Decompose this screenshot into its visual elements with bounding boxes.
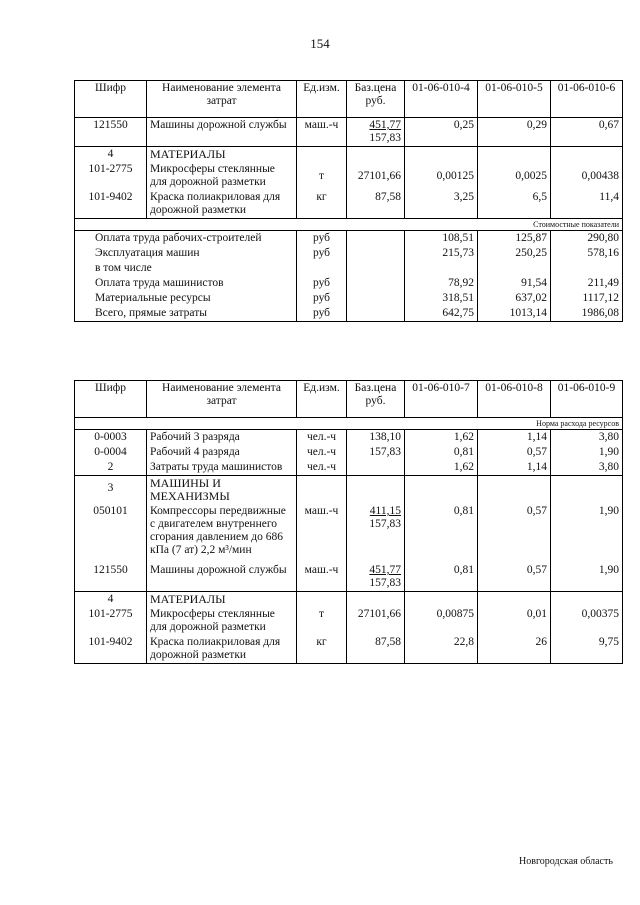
row-name: Краска полиакриловая для дорожной разметки <box>147 635 297 664</box>
row-code: 2 <box>75 460 147 476</box>
section-row <box>75 592 623 608</box>
row-unit: маш.-ч <box>297 558 347 592</box>
section-code: 4 <box>75 147 147 163</box>
row-value-2: 0,0025 <box>478 162 551 190</box>
cost-unit: руб <box>297 306 347 322</box>
row-value-1: 0,81 <box>405 445 478 460</box>
cost-value-3: 578,16 <box>551 246 623 261</box>
row-price-value: 411,15 <box>369 505 401 517</box>
section-title: МАТЕРИАЛЫ <box>147 592 297 608</box>
table-row <box>75 445 623 460</box>
cost-value-3: 290,80 <box>551 231 623 247</box>
norm-subheader-row <box>75 418 623 430</box>
cost-unit: руб <box>297 291 347 306</box>
cost-unit: руб <box>297 231 347 247</box>
cost-subheader: Стоимостные показатели <box>75 219 623 231</box>
cost-row <box>75 246 623 261</box>
table-row <box>75 190 623 219</box>
table-row <box>75 118 623 147</box>
row-unit: чел.-ч <box>297 430 347 446</box>
header-col-2: 01-06-010-8 <box>478 381 551 418</box>
row-value-1: 3,25 <box>405 190 478 219</box>
section-title: МАШИНЫ И МЕХАНИЗМЫ <box>147 476 297 505</box>
row-value-2: 0,01 <box>478 607 551 635</box>
header-col-1: 01-06-010-4 <box>405 81 478 118</box>
cost-row <box>75 261 623 276</box>
row-value-3: 1,90 <box>551 504 623 558</box>
header-unit: Ед.изм. <box>297 381 347 418</box>
resource-table-2 <box>74 380 623 664</box>
section-title: МАТЕРИАЛЫ <box>147 147 297 163</box>
row-value-3: 1,90 <box>551 558 623 592</box>
section-row <box>75 476 623 505</box>
cost-value-2: 637,02 <box>478 291 551 306</box>
row-code: 101-9402 <box>75 635 147 664</box>
cost-unit: руб <box>297 276 347 291</box>
row-value-1: 0,00875 <box>405 607 478 635</box>
row-code: 050101 <box>75 504 147 558</box>
row-value-2: 0,29 <box>478 118 551 147</box>
header-price: Баз.цена руб. <box>347 81 405 118</box>
row-value-1: 1,62 <box>405 430 478 446</box>
row-value-3: 11,4 <box>551 190 623 219</box>
row-unit: т <box>297 607 347 635</box>
row-value-3: 3,80 <box>551 460 623 476</box>
row-value-2: 6,5 <box>478 190 551 219</box>
cost-value-3: 1117,12 <box>551 291 623 306</box>
row-name: Машины дорожной службы <box>147 118 297 147</box>
cost-name: в том числе <box>75 261 297 276</box>
row-price: 87,58 <box>347 635 405 664</box>
row-code: 101-2775 <box>75 607 147 635</box>
row-value-3: 1,90 <box>551 445 623 460</box>
row-price-wage: 157,83 <box>369 132 401 144</box>
table-row <box>75 162 623 190</box>
row-value-1: 22,8 <box>405 635 478 664</box>
row-unit: т <box>297 162 347 190</box>
row-code: 0-0004 <box>75 445 147 460</box>
cost-name: Эксплуатация машин <box>75 246 297 261</box>
row-unit: чел.-ч <box>297 445 347 460</box>
row-value-3: 3,80 <box>551 430 623 446</box>
cost-value-1: 318,51 <box>405 291 478 306</box>
row-price-wage: 157,83 <box>369 518 401 530</box>
cost-value-1: 642,75 <box>405 306 478 322</box>
cost-row <box>75 276 623 291</box>
section-code: 4 <box>75 592 147 608</box>
cost-unit: руб <box>297 246 347 261</box>
row-price: 157,83 <box>347 445 405 460</box>
row-value-1: 0,81 <box>405 504 478 558</box>
row-value-2: 26 <box>478 635 551 664</box>
cost-name: Материальные ресурсы <box>75 291 297 306</box>
row-value-2: 0,57 <box>478 445 551 460</box>
row-name: Компрессоры передвижные с двигателем внутреннего сгорания давлением до 686 кПа (7 ат) 2,2 м³/мин <box>147 504 297 558</box>
table-header-row <box>75 381 623 418</box>
cost-name: Всего, прямые затраты <box>75 306 297 322</box>
row-name: Рабочий 4 разряда <box>147 445 297 460</box>
cost-value-2: 1013,14 <box>478 306 551 322</box>
cost-subheader-row <box>75 219 623 231</box>
row-price-wage: 157,83 <box>369 577 401 589</box>
row-code: 0-0003 <box>75 430 147 446</box>
cost-value-3: 1986,08 <box>551 306 623 322</box>
row-value-1: 0,81 <box>405 558 478 592</box>
row-unit: чел.-ч <box>297 460 347 476</box>
header-name: Наименование элемента затрат <box>147 81 297 118</box>
table-row <box>75 635 623 664</box>
cost-value-2: 125,87 <box>478 231 551 247</box>
cost-value-3: 211,49 <box>551 276 623 291</box>
header-name: Наименование элемента затрат <box>147 381 297 418</box>
row-name: Машины дорожной службы <box>147 558 297 592</box>
table-row <box>75 558 623 592</box>
row-code: 121550 <box>75 558 147 592</box>
cost-value-1: 215,73 <box>405 246 478 261</box>
norm-subheader: Норма расхода ресурсов <box>75 418 623 430</box>
cost-name: Оплата труда рабочих-строителей <box>75 231 297 247</box>
row-value-3: 0,00375 <box>551 607 623 635</box>
table-header-row <box>75 81 623 118</box>
row-name: Рабочий 3 разряда <box>147 430 297 446</box>
row-unit: маш.-ч <box>297 504 347 558</box>
cost-value-1: 108,51 <box>405 231 478 247</box>
footer-region: Новгородская область <box>519 856 613 867</box>
header-col-1: 01-06-010-7 <box>405 381 478 418</box>
row-value-1: 0,25 <box>405 118 478 147</box>
row-price <box>347 118 405 147</box>
cost-row <box>75 291 623 306</box>
header-col-3: 01-06-010-6 <box>551 81 623 118</box>
section-row <box>75 147 623 163</box>
header-col-2: 01-06-010-5 <box>478 81 551 118</box>
row-unit: кг <box>297 635 347 664</box>
header-code: Шифр <box>75 81 147 118</box>
section-code: 3 <box>75 476 147 505</box>
table-row <box>75 504 623 558</box>
cost-value-2: 250,25 <box>478 246 551 261</box>
table-row <box>75 607 623 635</box>
row-value-2: 0,57 <box>478 558 551 592</box>
header-unit: Ед.изм. <box>297 81 347 118</box>
resource-table-1 <box>74 80 623 322</box>
row-price <box>347 558 405 592</box>
row-name: Микросферы стеклянные для дорожной разметки <box>147 162 297 190</box>
row-price-value: 451,77 <box>369 564 401 576</box>
cost-name: Оплата труда машинистов <box>75 276 297 291</box>
table-row <box>75 430 623 446</box>
page-number: 154 <box>310 36 330 51</box>
row-value-2: 1,14 <box>478 430 551 446</box>
row-value-3: 0,00438 <box>551 162 623 190</box>
row-code: 101-9402 <box>75 190 147 219</box>
row-value-2: 0,57 <box>478 504 551 558</box>
cost-value-1: 78,92 <box>405 276 478 291</box>
header-code: Шифр <box>75 381 147 418</box>
row-value-1: 0,00125 <box>405 162 478 190</box>
row-value-1: 1,62 <box>405 460 478 476</box>
row-value-2: 1,14 <box>478 460 551 476</box>
header-price: Баз.цена руб. <box>347 381 405 418</box>
row-price: 27101,66 <box>347 607 405 635</box>
row-name: Краска полиакриловая для дорожной разметки <box>147 190 297 219</box>
row-code: 101-2775 <box>75 162 147 190</box>
row-price: 87,58 <box>347 190 405 219</box>
row-price: 138,10 <box>347 430 405 446</box>
cost-value-2: 91,54 <box>478 276 551 291</box>
row-name: Затраты труда машинистов <box>147 460 297 476</box>
row-price <box>347 504 405 558</box>
row-price-value: 451,77 <box>369 119 401 131</box>
row-price: 27101,66 <box>347 162 405 190</box>
row-value-3: 0,67 <box>551 118 623 147</box>
row-value-3: 9,75 <box>551 635 623 664</box>
table-row <box>75 460 623 476</box>
cost-row <box>75 231 623 247</box>
row-unit: маш.-ч <box>297 118 347 147</box>
row-code: 121550 <box>75 118 147 147</box>
row-unit: кг <box>297 190 347 219</box>
cost-row <box>75 306 623 322</box>
row-name: Микросферы стеклянные для дорожной разметки <box>147 607 297 635</box>
header-col-3: 01-06-010-9 <box>551 381 623 418</box>
row-price <box>347 460 405 476</box>
